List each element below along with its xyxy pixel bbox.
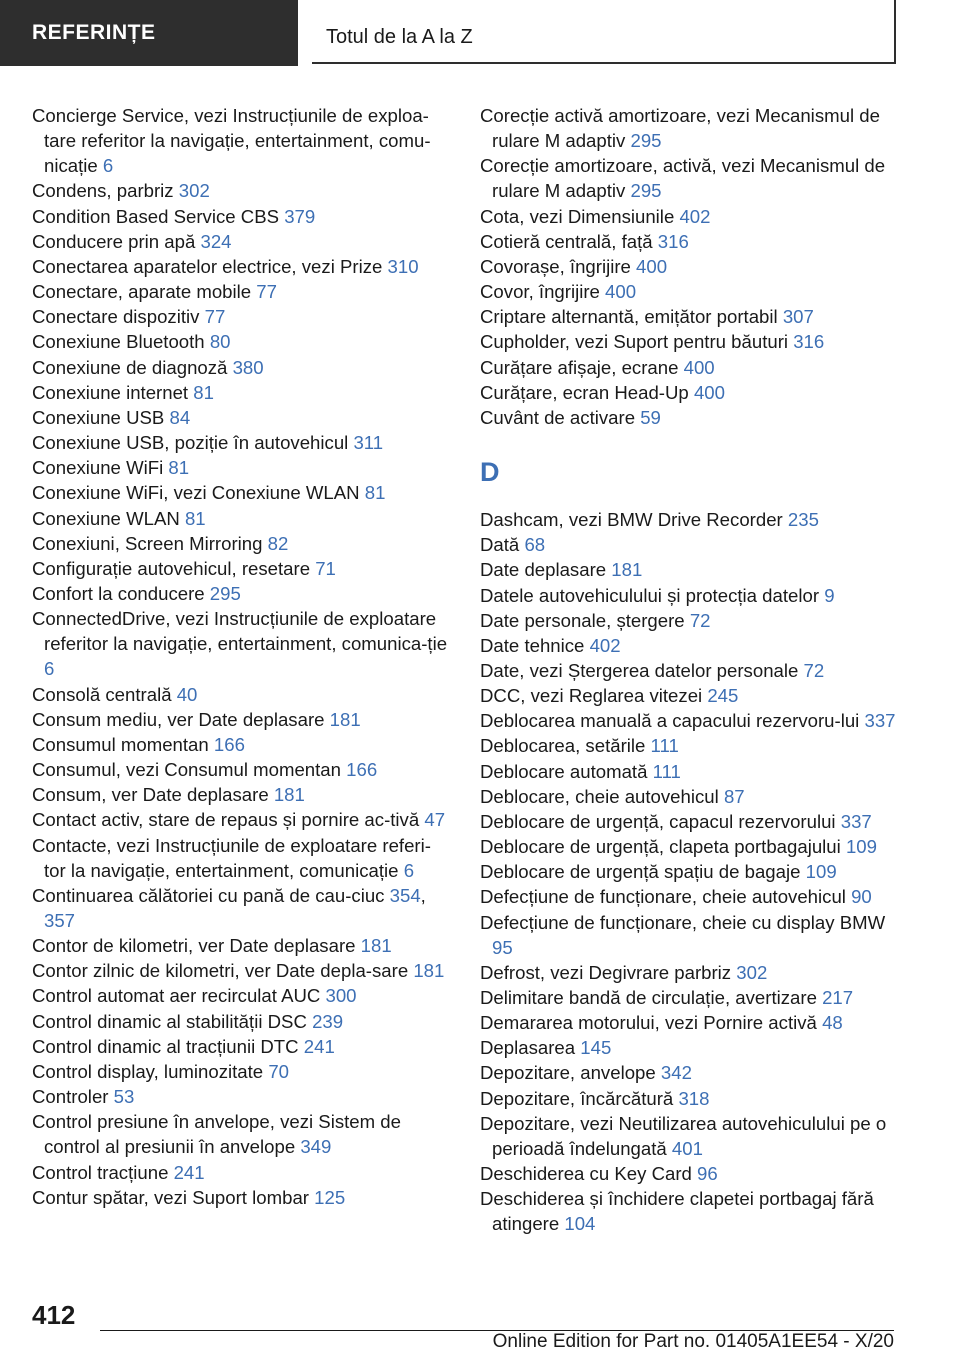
page-reference-link[interactable]: 6 bbox=[102, 155, 114, 177]
index-entry bbox=[480, 507, 910, 532]
index-entry bbox=[480, 103, 910, 153]
index-term: Consumul, vezi Consumul momentan bbox=[32, 759, 341, 781]
index-term: Criptare alternantă, emițător portabil bbox=[480, 306, 778, 328]
index-term: Contor de kilometri, ver Date deplasare bbox=[32, 935, 356, 957]
index-term: Date, vezi Ștergerea datelor personale bbox=[480, 659, 799, 681]
page-reference-link[interactable]: 95 bbox=[492, 936, 513, 958]
index-term: Consumul momentan bbox=[32, 733, 209, 755]
page-reference-link[interactable]: 241 bbox=[173, 1161, 205, 1183]
page-reference-link[interactable]: 235 bbox=[787, 509, 819, 531]
index-column-left bbox=[32, 103, 452, 1210]
page-reference-link[interactable]: 349 bbox=[300, 1136, 332, 1158]
index-term: Conexiune de diagnoză bbox=[32, 356, 228, 378]
index-entry bbox=[32, 178, 452, 203]
index-entry bbox=[32, 103, 452, 178]
index-term: Consum mediu, ver Date deplasare bbox=[32, 708, 325, 730]
index-term: Conexiune WiFi bbox=[32, 457, 164, 479]
index-term: Conexiune USB, poziție în autovehicul bbox=[32, 432, 349, 454]
page-reference-link[interactable]: 166 bbox=[213, 733, 245, 755]
page-reference-link[interactable]: 125 bbox=[314, 1186, 346, 1208]
index-entry bbox=[480, 1010, 910, 1035]
index-term: Demararea motorului, vezi Pornire activă bbox=[480, 1012, 817, 1034]
index-entry bbox=[32, 531, 452, 556]
index-entry bbox=[32, 581, 452, 606]
index-term: Covor, îngrijire bbox=[480, 281, 600, 303]
index-term: Continuarea călătoriei cu pană de cau-ciuc bbox=[32, 884, 385, 906]
index-term: Condens, parbriz bbox=[32, 180, 174, 202]
index-entry bbox=[480, 380, 910, 405]
page-reference-link[interactable]: 302 bbox=[178, 180, 210, 202]
index-term: Conexiune internet bbox=[32, 381, 189, 403]
page-reference-link[interactable]: 217 bbox=[822, 987, 854, 1008]
index-term: Confort la conducere bbox=[32, 582, 205, 604]
index-entry bbox=[32, 606, 452, 681]
edition-note: Online Edition for Part no. 01405A1EE54 - X/20 bbox=[492, 1331, 894, 1352]
index-term: Delimitare bandă de circulație, avertizare bbox=[480, 987, 817, 1008]
index-entry bbox=[32, 682, 452, 707]
index-term: Datele autovehiculului și protecția datelor bbox=[480, 584, 820, 606]
index-term: Conexiune WLAN bbox=[32, 507, 180, 529]
page-reference-link[interactable]: 59 bbox=[640, 406, 661, 428]
page-reference-link[interactable]: 111 bbox=[650, 735, 679, 757]
index-entry bbox=[480, 153, 910, 203]
index-term: Corecție amortizoare, activă, vezi Mecanismul de rulare M adaptiv bbox=[480, 155, 886, 202]
index-entry bbox=[32, 1185, 452, 1210]
page-reference-link[interactable]: 77 bbox=[256, 281, 277, 303]
page-reference-link[interactable]: 300 bbox=[325, 985, 357, 1007]
index-term: Deblocare, cheie autovehicul bbox=[480, 785, 719, 807]
index-term: Depozitare, vezi Neutilizarea autovehiculului pe o perioadă îndelungată bbox=[480, 1112, 887, 1159]
index-term: Date deplasare bbox=[480, 559, 607, 581]
page-number: 412 bbox=[32, 1300, 76, 1330]
index-entry bbox=[480, 229, 910, 254]
page-reference-link[interactable]: 109 bbox=[845, 836, 877, 858]
page-reference-link[interactable]: 181 bbox=[413, 960, 445, 982]
index-term: Conducere prin apă bbox=[32, 230, 196, 252]
index-term: Controler bbox=[32, 1086, 109, 1108]
page-reference-link[interactable]: 337 bbox=[840, 810, 872, 832]
index-term: Depozitare, anvelope bbox=[480, 1062, 656, 1084]
index-entry bbox=[32, 782, 452, 807]
index-entry bbox=[32, 1109, 452, 1159]
page-reference-link[interactable]: 166 bbox=[346, 759, 378, 781]
page-reference-link[interactable]: 402 bbox=[679, 205, 711, 227]
index-entry bbox=[480, 583, 910, 608]
page-reference-link[interactable]: 77 bbox=[204, 306, 226, 328]
index-entry bbox=[32, 1160, 452, 1185]
index-term: ConnectedDrive, vezi Instrucțiunile de exploatare referitor la navigație, entertainment, comunica-ție bbox=[32, 608, 448, 655]
index-term: Cotieră centrală, față bbox=[480, 230, 653, 252]
index-entry bbox=[480, 683, 910, 708]
index-entry bbox=[480, 960, 910, 985]
page-reference-link[interactable]: 181 bbox=[329, 708, 361, 730]
page-reference-link[interactable]: 181 bbox=[360, 935, 392, 957]
index-entry bbox=[480, 1186, 910, 1236]
index-term: Dată bbox=[480, 534, 520, 556]
page-reference-link[interactable]: 87 bbox=[723, 785, 745, 807]
index-entry bbox=[480, 405, 910, 430]
index-entry bbox=[480, 733, 910, 758]
index-entry bbox=[32, 405, 452, 430]
index-entry bbox=[480, 658, 910, 683]
page-reference-link[interactable]: 318 bbox=[678, 1087, 710, 1109]
index-entry bbox=[32, 556, 452, 581]
page-reference-link[interactable]: 181 bbox=[611, 559, 643, 581]
index-term: Date personale, ștergere bbox=[480, 609, 685, 631]
page-reference-link[interactable]: 96 bbox=[697, 1163, 718, 1185]
index-term: Consolă centrală bbox=[32, 683, 172, 705]
index-entry bbox=[480, 859, 910, 884]
index-term: Deblocare de urgență, clapeta portbagajului bbox=[480, 836, 841, 858]
index-entry bbox=[480, 633, 910, 658]
index-entry bbox=[32, 933, 452, 958]
index-term: Cupholder, vezi Suport pentru băuturi bbox=[480, 331, 789, 353]
index-term: Cota, vezi Dimensiunile bbox=[480, 205, 675, 227]
page-reference-link[interactable]: 81 bbox=[193, 381, 214, 403]
page-reference-link[interactable]: 316 bbox=[793, 331, 825, 353]
index-entry bbox=[480, 204, 910, 229]
page-reference-link[interactable]: 68 bbox=[524, 534, 546, 556]
page-reference-link[interactable]: 241 bbox=[303, 1035, 335, 1057]
index-entry bbox=[480, 1086, 910, 1111]
index-entry bbox=[480, 910, 910, 960]
page-reference-link[interactable]: 379 bbox=[284, 205, 316, 227]
index-entry bbox=[480, 329, 910, 354]
index-entry bbox=[32, 254, 452, 279]
index-entry bbox=[480, 708, 910, 733]
index-term: Deschiderea și închidere clapetei portbagaj fără atingere bbox=[480, 1188, 874, 1235]
index-term: Control dinamic al tracțiunii DTC bbox=[32, 1035, 299, 1057]
page-reference-link[interactable]: 104 bbox=[564, 1213, 596, 1235]
page-reference-link[interactable]: 324 bbox=[200, 230, 232, 252]
page-reference-link[interactable]: 310 bbox=[387, 255, 419, 277]
page-reference-link[interactable]: 81 bbox=[364, 482, 386, 504]
index-term: Conexiune USB bbox=[32, 406, 165, 428]
index-term: Control presiune în anvelope, vezi Sistem de control al presiunii în anvelope bbox=[32, 1111, 401, 1158]
index-group-d bbox=[480, 507, 910, 1237]
index-entry bbox=[32, 380, 452, 405]
index-term: Contor zilnic de kilometri, ver Date depla-sare bbox=[32, 960, 409, 982]
page-reference-link[interactable]: 245 bbox=[707, 685, 739, 707]
page-reference-link[interactable]: 400 bbox=[605, 281, 637, 303]
page-reference-link[interactable]: 402 bbox=[589, 634, 621, 656]
index-term: Corecție activă amortizoare, vezi Mecanismul de rulare M adaptiv bbox=[480, 105, 880, 152]
index-term: Deblocare automată bbox=[480, 760, 648, 782]
index-entry bbox=[32, 304, 452, 329]
index-entry bbox=[480, 608, 910, 633]
page-reference-link[interactable]: 401 bbox=[671, 1137, 703, 1159]
index-entry bbox=[32, 455, 452, 480]
index-entry bbox=[480, 834, 910, 859]
index-term: Defecțiune de funcționare, cheie autovehicul bbox=[480, 886, 846, 908]
page-reference-link[interactable]: 109 bbox=[805, 861, 837, 883]
index-term: Contur spătar, vezi Suport lombar bbox=[32, 1186, 309, 1208]
page-reference-link[interactable]: 311 bbox=[353, 432, 384, 454]
index-term: Deblocarea manuală a capacului rezervoru-lui bbox=[480, 710, 860, 732]
index-term: Control dinamic al stabilității DSC bbox=[32, 1010, 307, 1032]
page-reference-link[interactable]: 357 bbox=[44, 910, 76, 931]
index-entry bbox=[480, 1161, 910, 1186]
index-term: Conexiune WiFi, vezi Conexiune WLAN bbox=[32, 482, 360, 504]
page-reference-link[interactable]: 354 bbox=[389, 884, 421, 906]
page-reference-link[interactable]: 295 bbox=[630, 130, 662, 152]
index-entry bbox=[32, 506, 452, 531]
index-entry bbox=[32, 807, 452, 832]
index-term: Cuvânt de activare bbox=[480, 406, 636, 428]
index-entry bbox=[32, 279, 452, 304]
index-group-c bbox=[480, 103, 910, 430]
index-entry bbox=[32, 707, 452, 732]
page-reference-link[interactable]: 81 bbox=[184, 507, 206, 529]
index-entry bbox=[32, 833, 452, 883]
page-reference-link[interactable]: 380 bbox=[232, 356, 264, 378]
index-term: Date tehnice bbox=[480, 634, 585, 656]
page-reference-link[interactable]: 71 bbox=[315, 557, 336, 579]
topic-title: Totul de la A la Z bbox=[312, 0, 896, 64]
index-term: DCC, vezi Reglarea vitezei bbox=[480, 685, 703, 707]
index-term: Curățare, ecran Head-Up bbox=[480, 381, 689, 403]
index-entry bbox=[32, 757, 452, 782]
page-reference-link[interactable]: 90 bbox=[851, 886, 872, 908]
index-term: Consum, ver Date deplasare bbox=[32, 784, 269, 806]
page-reference-link[interactable]: 181 bbox=[273, 784, 305, 806]
page-reference-link[interactable]: 307 bbox=[782, 306, 814, 328]
index-term: Control automat aer recirculat AUC bbox=[32, 985, 321, 1007]
page-reference-link[interactable]: 53 bbox=[113, 1086, 135, 1108]
index-entry bbox=[480, 557, 910, 582]
index-term: Deschiderea cu Key Card bbox=[480, 1163, 692, 1185]
index-term: Conectarea aparatelor electrice, vezi Prize bbox=[32, 255, 383, 277]
page-reference-link[interactable]: 47 bbox=[424, 809, 446, 831]
page-reference-link[interactable]: 111 bbox=[652, 760, 681, 782]
index-entry bbox=[480, 279, 910, 304]
index-term: Configurație autovehicul, resetare bbox=[32, 557, 311, 579]
index-term: Contacte, vezi Instrucțiunile de exploatare referi-tor la navigație, entertainment, comunicație bbox=[32, 834, 431, 881]
index-term: Contact activ, stare de repaus și pornire ac-tivă bbox=[32, 809, 420, 831]
page-reference-link[interactable]: 145 bbox=[580, 1037, 612, 1059]
index-term: Deblocarea, setările bbox=[480, 735, 646, 757]
index-entry bbox=[32, 958, 452, 983]
index-entry bbox=[32, 1084, 452, 1109]
page-reference-link[interactable]: 400 bbox=[636, 255, 668, 277]
index-column-right bbox=[480, 103, 910, 1237]
page-header bbox=[0, 0, 960, 66]
index-entry bbox=[480, 304, 910, 329]
index-term: Concierge Service, vezi Instrucțiunile de exploa-tare referitor la navigație, entertainment, comu-nicație bbox=[32, 105, 431, 177]
index-entry bbox=[480, 355, 910, 380]
index-term: Control tracțiune bbox=[32, 1161, 169, 1183]
index-entry bbox=[32, 204, 452, 229]
page-reference-link[interactable]: 6 bbox=[403, 859, 415, 881]
index-term: Deplasarea bbox=[480, 1037, 576, 1059]
index-entry bbox=[32, 329, 452, 354]
section-letter: D bbox=[480, 457, 500, 488]
page-reference-link[interactable]: 337 bbox=[864, 710, 896, 732]
page-reference-link[interactable]: 70 bbox=[268, 1060, 290, 1082]
index-term: Covorașe, îngrijire bbox=[480, 255, 631, 277]
index-entry bbox=[480, 1111, 910, 1161]
index-entry bbox=[32, 480, 452, 505]
page-reference-link[interactable]: 82 bbox=[267, 532, 289, 554]
index-entry bbox=[32, 229, 452, 254]
index-term: Defecțiune de funcționare, cheie cu display BMW bbox=[480, 911, 886, 933]
index-term: Dashcam, vezi BMW Drive Recorder bbox=[480, 509, 783, 531]
page-reference-link[interactable]: 239 bbox=[312, 1010, 344, 1032]
index-term: Curățare afișaje, ecrane bbox=[480, 356, 679, 378]
page-reference-link[interactable]: 400 bbox=[683, 356, 715, 378]
index-entry bbox=[32, 1034, 452, 1059]
page-reference-link[interactable]: 84 bbox=[169, 406, 191, 428]
index-term: Deblocare de urgență, capacul rezervorului bbox=[480, 810, 836, 832]
index-entry: Continuarea călătoriei cu pană de cau-ciuc 354, 357 bbox=[32, 884, 426, 931]
index-entry bbox=[480, 1035, 910, 1060]
page-reference-link[interactable]: 72 bbox=[689, 609, 711, 631]
page-reference-link[interactable]: 80 bbox=[209, 331, 231, 353]
index-term: Condition Based Service CBS bbox=[32, 205, 280, 227]
page-reference-link[interactable]: 81 bbox=[168, 457, 190, 479]
index-entry bbox=[32, 1009, 452, 1034]
index-entry bbox=[32, 732, 452, 757]
index-entry bbox=[480, 884, 910, 909]
index-term: Control display, luminozitate bbox=[32, 1060, 264, 1082]
index-term: Deblocare de urgență spațiu de bagaje bbox=[480, 861, 801, 883]
page-reference-link[interactable]: 316 bbox=[657, 230, 689, 252]
index-entry bbox=[480, 254, 910, 279]
index-entry bbox=[480, 759, 910, 784]
index-term: Conexiuni, Screen Mirroring bbox=[32, 532, 263, 554]
page-reference-link[interactable]: 72 bbox=[803, 659, 825, 681]
page-reference-link[interactable]: 40 bbox=[176, 683, 198, 705]
page-reference-link[interactable]: 295 bbox=[630, 180, 662, 202]
index-entry bbox=[32, 430, 452, 455]
page-reference-link[interactable]: 6 bbox=[44, 658, 55, 680]
section-title: REFERINȚE bbox=[0, 0, 298, 66]
index-entry bbox=[480, 1060, 910, 1085]
page-reference-link[interactable]: 400 bbox=[693, 381, 725, 403]
index-entry bbox=[480, 985, 910, 1010]
index-entry bbox=[32, 1059, 452, 1084]
page-reference-link[interactable]: 9 bbox=[824, 584, 835, 606]
index-entry bbox=[32, 983, 452, 1008]
index-entry bbox=[480, 532, 910, 557]
index-term: Depozitare, încărcătură bbox=[480, 1087, 674, 1109]
page-reference-link[interactable]: 295 bbox=[209, 582, 241, 604]
index-term: Conectare dispozitiv bbox=[32, 306, 200, 328]
page-reference-link[interactable]: 48 bbox=[822, 1012, 843, 1034]
index-entry bbox=[480, 784, 910, 809]
index-entry bbox=[480, 809, 910, 834]
index-entry bbox=[32, 355, 452, 380]
index-term: Conectare, aparate mobile bbox=[32, 281, 252, 303]
page-reference-link[interactable]: 342 bbox=[660, 1062, 692, 1084]
page-reference-link[interactable]: 302 bbox=[736, 961, 768, 983]
index-term: Conexiune Bluetooth bbox=[32, 331, 205, 353]
index-term: Defrost, vezi Degivrare parbriz bbox=[480, 961, 732, 983]
